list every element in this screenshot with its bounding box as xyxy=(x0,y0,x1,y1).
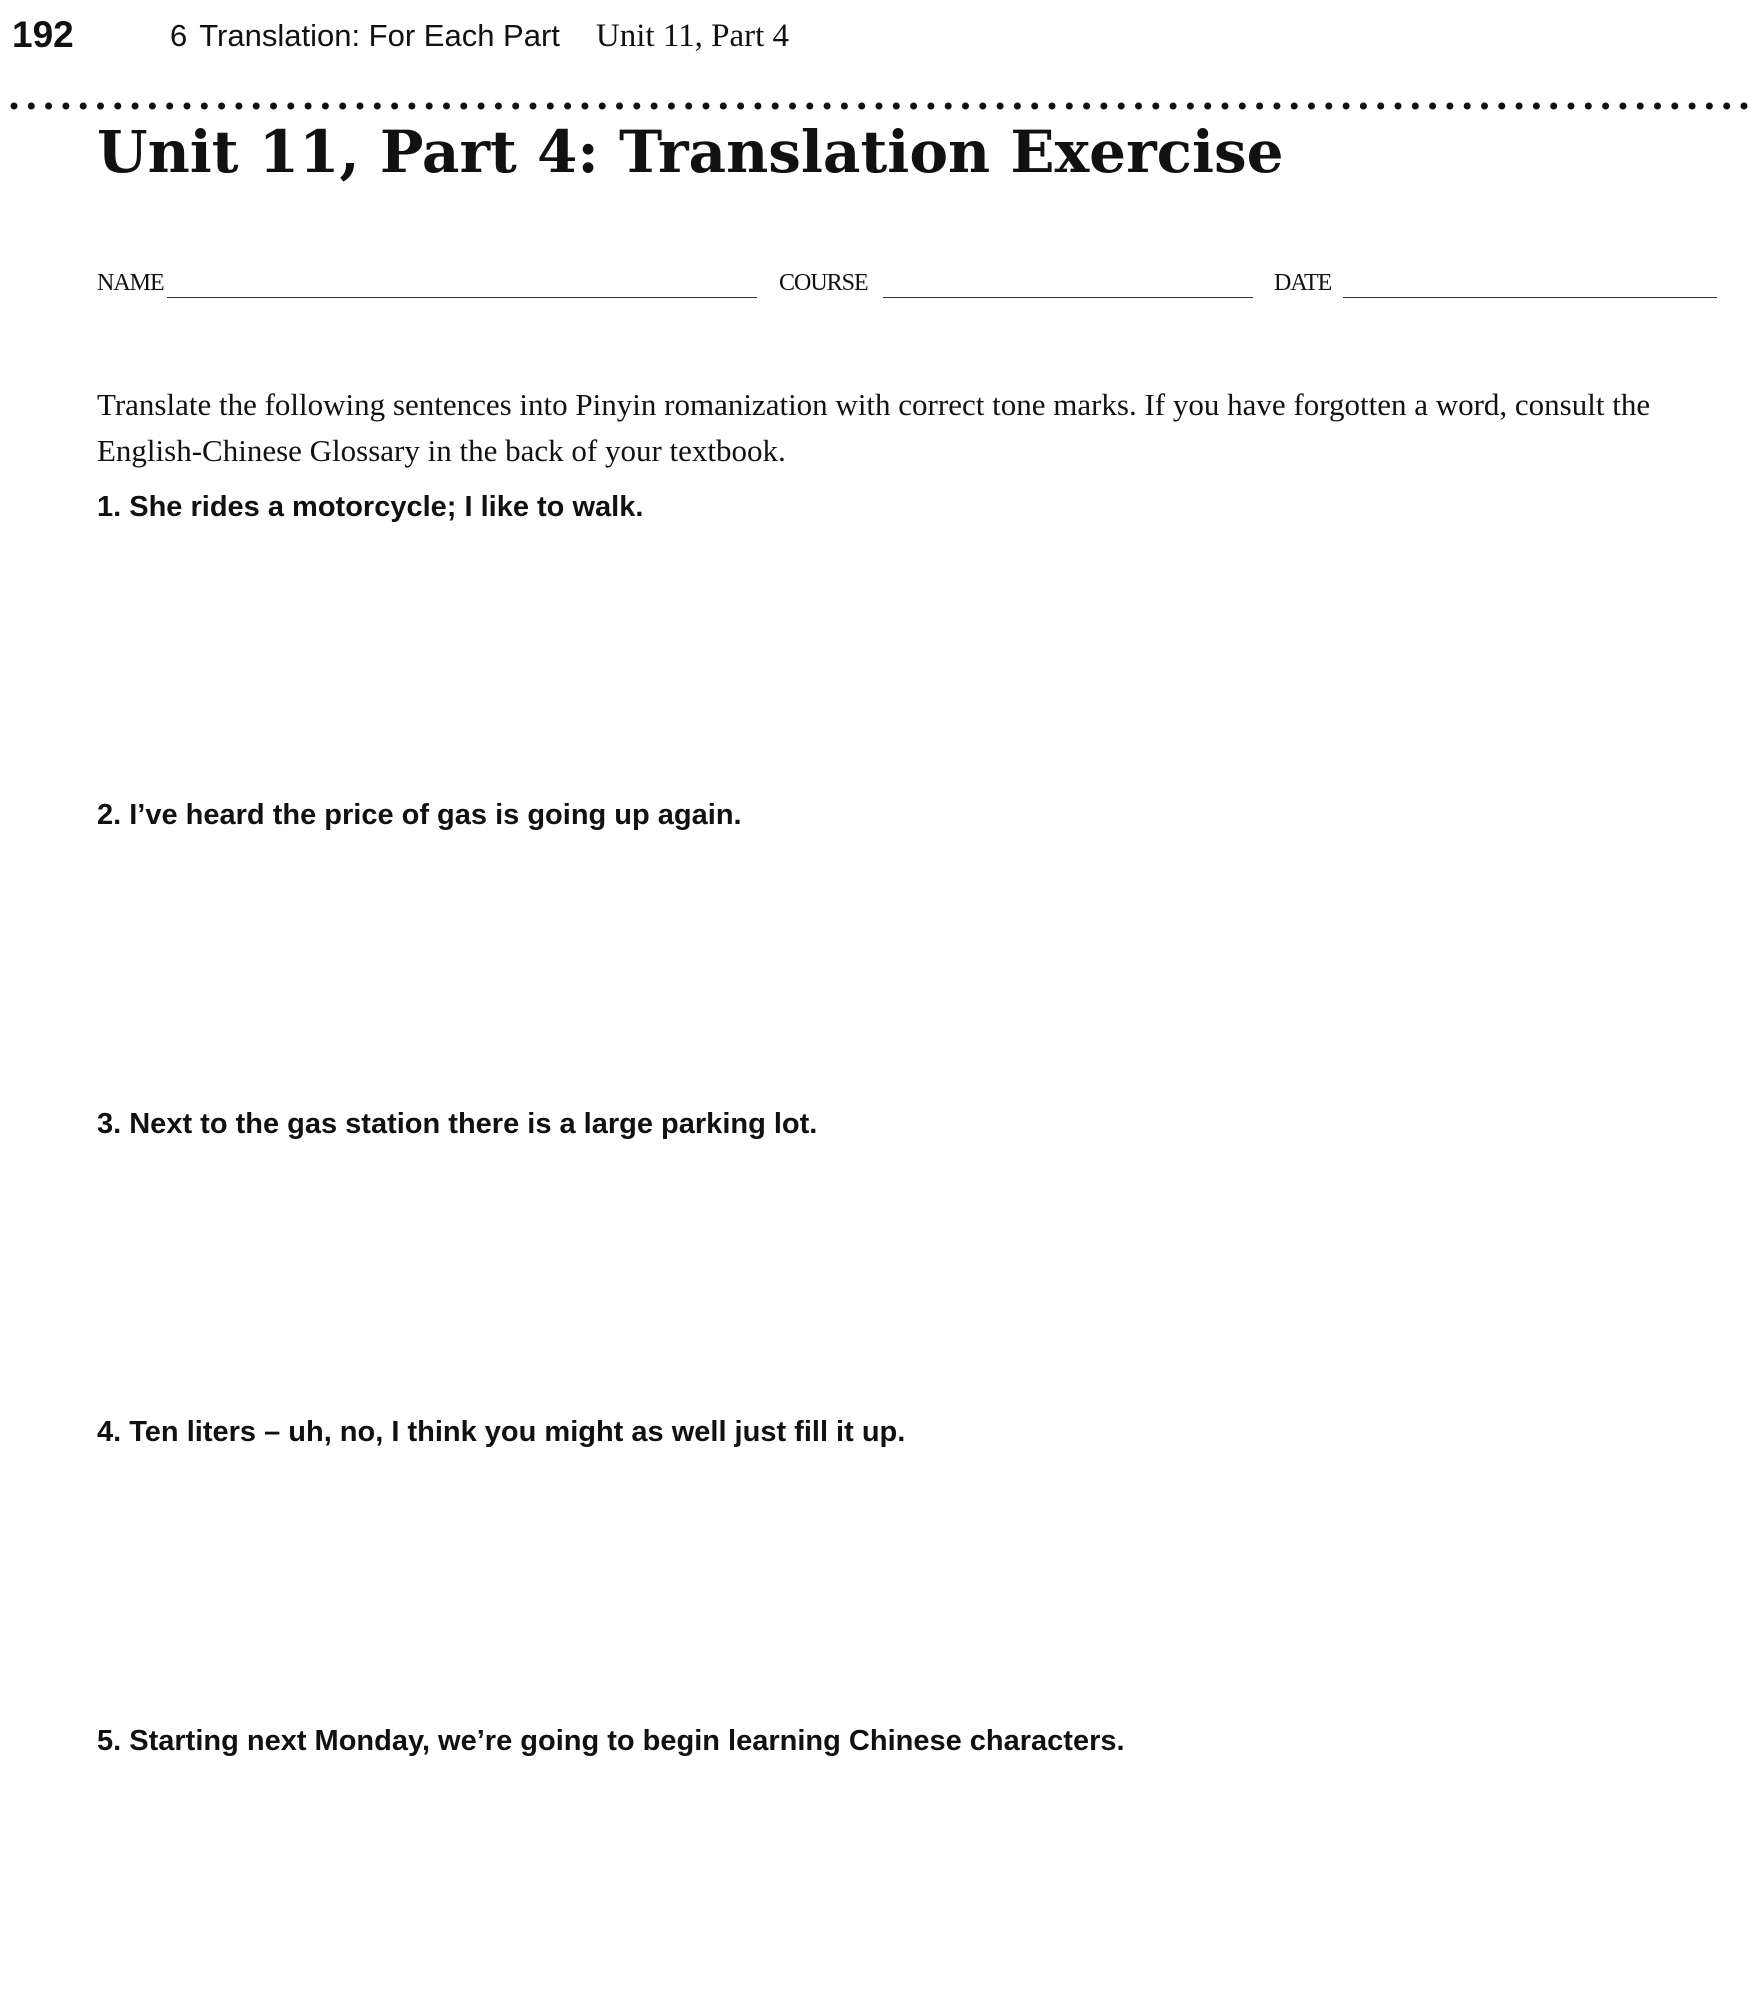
dotted-divider xyxy=(10,99,1750,113)
answer-space-3[interactable] xyxy=(97,1152,1717,1392)
unit-reference: Unit 11, Part 4 xyxy=(595,18,790,54)
instructions: Translate the following sentences into Pinyin romanization with correct tone marks. If you have forgotten a word, consult the English-Chinese Glossary in the back of your textbook. xyxy=(97,387,1651,468)
page-number: 192 xyxy=(12,14,74,55)
name-label: NAME xyxy=(97,270,164,296)
answer-space-5[interactable] xyxy=(97,1769,1717,2009)
question-4: 4. Ten liters – uh, no, I think you might as well just fill it up. xyxy=(97,1416,906,1448)
student-info-row xyxy=(97,268,1717,308)
running-head xyxy=(170,16,789,56)
question-2: 2. I’ve heard the price of gas is going up again. xyxy=(97,799,742,831)
answer-space-4[interactable] xyxy=(97,1460,1717,1700)
question-5: 5. Starting next Monday, we’re going to begin learning Chinese characters. xyxy=(97,1725,1125,1757)
answer-space-1[interactable] xyxy=(97,535,1717,775)
question-1: 1. She rides a motorcycle; I like to walk. xyxy=(97,491,644,523)
name-field[interactable] xyxy=(167,297,757,298)
answer-space-2[interactable] xyxy=(97,843,1717,1083)
date-field[interactable] xyxy=(1343,297,1717,298)
course-label: COURSE xyxy=(779,270,868,296)
course-field[interactable] xyxy=(883,297,1253,298)
page-title: Unit 11, Part 4: Translation Exercise xyxy=(97,118,1284,186)
date-label: DATE xyxy=(1274,270,1332,296)
chapter-title: Translation: For Each Part xyxy=(199,18,560,53)
question-3: 3. Next to the gas station there is a large parking lot. xyxy=(97,1108,818,1140)
chapter-number: 6 xyxy=(170,18,188,53)
